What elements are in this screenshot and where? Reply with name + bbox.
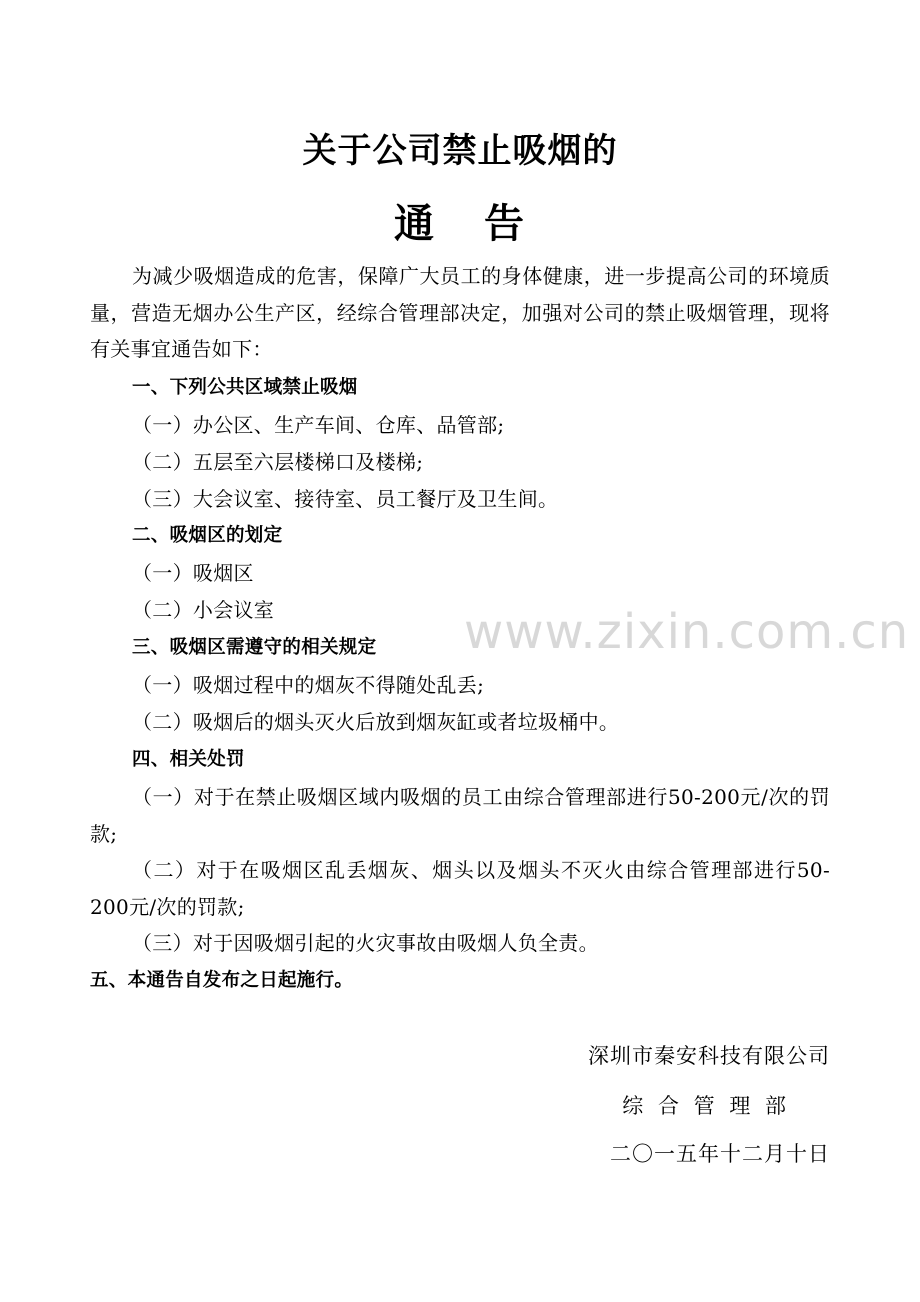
signature-date: 二〇一五年十二月十日 — [610, 1142, 830, 1166]
list-item: （三）对于因吸烟引起的火灾事故由吸烟人负全责。 — [132, 931, 599, 955]
title-line-1: 关于公司禁止吸烟的 — [302, 131, 618, 171]
title-line-2 — [0, 196, 920, 252]
list-item: （二）吸烟后的烟头灭火后放到烟灰缸或者垃圾桶中。 — [132, 710, 620, 734]
watermark-text: www.zixin.com.cn — [464, 604, 910, 660]
list-item: （一）吸烟区 — [132, 561, 254, 585]
section-heading: 一、下列公共区域禁止吸烟 — [132, 377, 358, 398]
title-char-tong: 通 — [394, 201, 436, 247]
list-item: （二）五层至六层楼梯口及楼梯; — [132, 450, 424, 474]
closing-heading: 五、本通告自发布之日起施行。 — [90, 970, 354, 991]
list-item: （一）对于在禁止吸烟区域内吸烟的员工由综合管理部进行50-200元/次的罚款; — [90, 785, 830, 846]
list-item: （三）大会议室、接待室、员工餐厅及卫生间。 — [132, 487, 559, 511]
penalty-item-3 — [90, 925, 830, 962]
list-item: （一）吸烟过程中的烟灰不得随处乱丢; — [132, 673, 485, 697]
title-char-gao: 告 — [484, 201, 526, 247]
penalty-item-2 — [90, 852, 830, 925]
intro-paragraph — [90, 258, 830, 368]
section-heading: 三、吸烟区需遵守的相关规定 — [132, 637, 377, 658]
intro-text: 为减少吸烟造成的危害，保障广大员工的身体健康，进一步提高公司的环境质量，营造无烟办公生产区，经综合管理部决定，加强对公司的禁止吸烟管理，现将有关事宜通告如下： — [90, 264, 830, 361]
signature-department: 综 合 管 理 部 — [622, 1094, 790, 1118]
list-item: （二）小会议室 — [132, 598, 275, 622]
list-item: （一）办公区、生产车间、仓库、品管部; — [132, 413, 505, 437]
section-heading: 四、相关处罚 — [132, 749, 245, 770]
penalty-item-1 — [90, 779, 830, 852]
section-heading: 二、吸烟区的划定 — [132, 525, 283, 546]
signature-company: 深圳市秦安科技有限公司 — [588, 1044, 830, 1068]
list-item: （二）对于在吸烟区乱丢烟灰、烟头以及烟头不灭火由综合管理部进行50-200元/次的罚款; — [90, 858, 830, 919]
